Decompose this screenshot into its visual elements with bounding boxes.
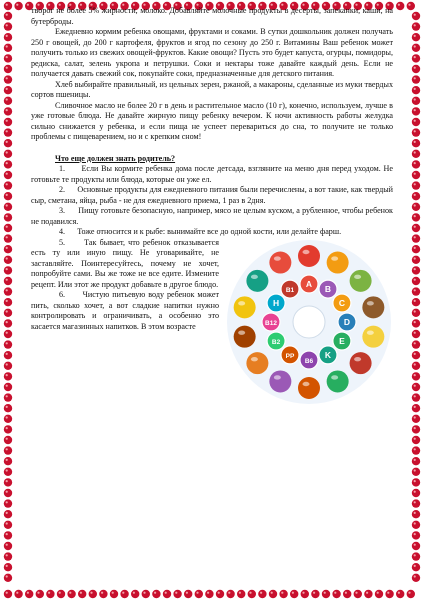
border-berry-highlight bbox=[414, 24, 416, 26]
border-berry bbox=[412, 298, 420, 306]
border-berry bbox=[412, 192, 420, 200]
border-berry-highlight bbox=[6, 24, 8, 26]
border-berry bbox=[4, 245, 12, 253]
border-berry-highlight bbox=[6, 204, 8, 206]
food-highlight bbox=[274, 256, 281, 260]
border-berry bbox=[4, 415, 12, 423]
border-berry-highlight bbox=[6, 491, 8, 493]
border-berry-highlight bbox=[414, 522, 416, 524]
food-icon bbox=[269, 251, 291, 273]
border-berry bbox=[412, 383, 420, 391]
border-berry bbox=[412, 574, 420, 582]
border-berry bbox=[4, 97, 12, 105]
border-berry-highlight bbox=[6, 480, 8, 482]
border-berry bbox=[412, 224, 420, 232]
food-icon bbox=[298, 377, 320, 399]
border-berry-highlight bbox=[6, 279, 8, 281]
border-berry bbox=[4, 574, 12, 582]
border-berry-highlight bbox=[414, 544, 416, 546]
food-highlight bbox=[238, 301, 245, 305]
border-berry-highlight bbox=[6, 544, 8, 546]
border-berry-highlight bbox=[414, 194, 416, 196]
border-berry-highlight bbox=[414, 363, 416, 365]
food-icon bbox=[327, 251, 349, 273]
vitamin-label: B2 bbox=[271, 338, 281, 346]
food-icon bbox=[327, 370, 349, 392]
border-berry bbox=[412, 33, 420, 41]
border-berry bbox=[4, 192, 12, 200]
vitamin-label: K bbox=[324, 349, 332, 360]
border-berry bbox=[4, 372, 12, 380]
border-berry-highlight bbox=[6, 533, 8, 535]
border-berry-highlight bbox=[414, 183, 416, 185]
border-berry bbox=[412, 531, 420, 539]
border-berry bbox=[4, 590, 12, 598]
border-berry-highlight bbox=[414, 120, 416, 122]
border-berry-highlight bbox=[6, 416, 8, 418]
border-berry bbox=[4, 33, 12, 41]
border-berry-highlight bbox=[6, 268, 8, 270]
border-berry-highlight bbox=[6, 592, 8, 594]
border-berry-highlight bbox=[414, 215, 416, 217]
list-item: 1. Если Вы кормите ребенка дома после детсада, взгляните на меню дня перед уходом. Не готовьте те продукты или блюда, которые он уже ел. bbox=[31, 164, 393, 184]
border-berry bbox=[4, 425, 12, 433]
vitamin-label: C bbox=[338, 297, 345, 308]
border-berry bbox=[407, 590, 415, 598]
border-berry-highlight bbox=[6, 385, 8, 387]
border-berry-highlight bbox=[6, 257, 8, 259]
food-icon bbox=[350, 352, 372, 374]
food-highlight bbox=[354, 274, 361, 278]
border-berry bbox=[4, 468, 12, 476]
border-berry bbox=[412, 425, 420, 433]
border-berry-highlight bbox=[6, 45, 8, 47]
border-berry-highlight bbox=[414, 300, 416, 302]
border-berry bbox=[4, 86, 12, 94]
border-berry bbox=[412, 107, 420, 115]
border-berry-highlight bbox=[414, 310, 416, 312]
food-icon bbox=[234, 296, 256, 318]
border-berry-highlight bbox=[414, 565, 416, 567]
border-berry-highlight bbox=[6, 173, 8, 175]
food-highlight bbox=[251, 274, 258, 278]
border-berry bbox=[412, 468, 420, 476]
border-berry bbox=[4, 340, 12, 348]
border-berry-highlight bbox=[414, 385, 416, 387]
border-berry-highlight bbox=[414, 77, 416, 79]
list-item: 6. Чистую питьевую воду ребенок может пить, сколько хочет, а вот сладкие напитки нужно контролировать и ограничивать, а особенно это касается магазинных напитков. В этом возрасте bbox=[31, 290, 219, 331]
border-berry-highlight bbox=[6, 448, 8, 450]
border-berry-highlight bbox=[6, 162, 8, 164]
border-berry-highlight bbox=[6, 226, 8, 228]
border-berry bbox=[412, 118, 420, 126]
border-berry-highlight bbox=[414, 416, 416, 418]
border-berry-highlight bbox=[414, 321, 416, 323]
border-berry bbox=[412, 330, 420, 338]
border-berry-highlight bbox=[6, 554, 8, 556]
border-berry-highlight bbox=[27, 4, 29, 6]
border-berry bbox=[4, 65, 12, 73]
border-berry-highlight bbox=[16, 592, 18, 594]
border-berry-highlight bbox=[16, 4, 18, 6]
border-berry-highlight bbox=[6, 14, 8, 16]
border-berry-highlight bbox=[6, 4, 8, 6]
border-berry bbox=[412, 86, 420, 94]
border-berry-highlight bbox=[6, 300, 8, 302]
border-berry-highlight bbox=[414, 67, 416, 69]
border-berry-highlight bbox=[6, 565, 8, 567]
border-berry bbox=[4, 383, 12, 391]
border-berry-highlight bbox=[414, 88, 416, 90]
border-berry-highlight bbox=[414, 395, 416, 397]
vitamin-wheel-icon bbox=[225, 238, 393, 406]
border-berry bbox=[412, 457, 420, 465]
border-berry-highlight bbox=[414, 268, 416, 270]
border-berry bbox=[4, 457, 12, 465]
border-berry-highlight bbox=[398, 4, 400, 6]
border-berry-highlight bbox=[414, 554, 416, 556]
border-berry-highlight bbox=[414, 130, 416, 132]
border-berry-highlight bbox=[414, 427, 416, 429]
border-berry bbox=[412, 266, 420, 274]
vitamin-label: B6 bbox=[304, 357, 314, 365]
border-berry bbox=[412, 478, 420, 486]
food-highlight bbox=[367, 330, 374, 334]
border-berry-highlight bbox=[414, 35, 416, 37]
border-berry bbox=[412, 97, 420, 105]
food-highlight bbox=[367, 301, 374, 305]
border-berry bbox=[396, 590, 404, 598]
border-berry-highlight bbox=[414, 533, 416, 535]
border-berry bbox=[412, 404, 420, 412]
border-berry-highlight bbox=[414, 14, 416, 16]
border-berry-highlight bbox=[6, 109, 8, 111]
border-berry bbox=[4, 75, 12, 83]
border-berry bbox=[4, 44, 12, 52]
vitamin-label: A bbox=[305, 278, 313, 289]
border-berry-highlight bbox=[6, 67, 8, 69]
border-berry bbox=[412, 234, 420, 242]
border-berry-highlight bbox=[6, 141, 8, 143]
border-berry bbox=[412, 563, 420, 571]
vitamin-label: D bbox=[343, 316, 351, 327]
food-icon bbox=[362, 296, 384, 318]
border-berry-highlight bbox=[6, 215, 8, 217]
float-area bbox=[31, 237, 393, 365]
border-berry bbox=[4, 531, 12, 539]
border-berry bbox=[4, 181, 12, 189]
border-berry-highlight bbox=[6, 374, 8, 376]
food-icon bbox=[362, 325, 384, 347]
border-berry-highlight bbox=[414, 469, 416, 471]
border-berry bbox=[4, 118, 12, 126]
food-highlight bbox=[354, 356, 361, 360]
food-icon bbox=[269, 370, 291, 392]
list-item: 2. Основные продукты для ежедневного питания были перечислены, а вот такие, как твердый сыр, сметана, яйца, рыба - не для ежедневного приема, 1 раз в 2дня. bbox=[31, 185, 393, 205]
border-berry-highlight bbox=[6, 406, 8, 408]
border-berry bbox=[407, 2, 415, 10]
border-berry bbox=[4, 362, 12, 370]
food-highlight bbox=[331, 375, 338, 379]
border-berry bbox=[4, 552, 12, 560]
border-berry bbox=[412, 75, 420, 83]
section-heading: Что еще должен знать родитель? bbox=[55, 153, 176, 163]
border-berry bbox=[412, 340, 420, 348]
border-berry bbox=[4, 150, 12, 158]
border-berry-highlight bbox=[414, 173, 416, 175]
border-berry bbox=[4, 224, 12, 232]
border-berry-highlight bbox=[6, 77, 8, 79]
border-berry-highlight bbox=[414, 257, 416, 259]
border-berry-highlight bbox=[6, 469, 8, 471]
border-berry bbox=[396, 2, 404, 10]
border-berry bbox=[412, 65, 420, 73]
border-berry-highlight bbox=[408, 4, 410, 6]
border-berry-highlight bbox=[414, 109, 416, 111]
border-berry bbox=[412, 393, 420, 401]
border-berry bbox=[4, 436, 12, 444]
border-berry bbox=[412, 309, 420, 317]
border-berry-highlight bbox=[6, 363, 8, 365]
border-berry-highlight bbox=[6, 321, 8, 323]
border-berry bbox=[412, 139, 420, 147]
border-berry-highlight bbox=[6, 236, 8, 238]
paragraph-vegetables: Ежедневно кормим ребенка овощами, фруктами и соками. В сутки дошкольник должен получать 250 г овощей, до 200 г картофеля, фруктов и ягод по сезону до 250 г. Витамины Ваш ребенок может получить только из свежих овощей-фруктов. Какие овощи? Пусть это будет капуста, огурцы, помидоры, редиска, салат, зелень укропа и петрушки. Соки и нектары тоже давайте каждый день. Если не получается давать свежий сок, покупайте соки, предназначенные для детского питания. bbox=[31, 27, 393, 78]
border-berry-highlight bbox=[6, 310, 8, 312]
vitamin-label: B12 bbox=[265, 319, 277, 327]
food-highlight bbox=[238, 330, 245, 334]
border-berry bbox=[412, 362, 420, 370]
border-berry bbox=[4, 521, 12, 529]
border-berry bbox=[412, 171, 420, 179]
border-berry-highlight bbox=[6, 332, 8, 334]
border-berry-highlight bbox=[414, 448, 416, 450]
border-berry bbox=[4, 478, 12, 486]
border-berry-highlight bbox=[414, 98, 416, 100]
food-highlight bbox=[303, 249, 310, 253]
border-berry bbox=[4, 319, 12, 327]
border-berry bbox=[412, 499, 420, 507]
border-berry bbox=[4, 489, 12, 497]
list-item: 5. Так бывает, что ребенок отказывается есть ту или иную пищу. Не уговаривайте, не заставляйте. Поинтересуйтесь, почему не хочет, попробуйте сами. Вы же тоже не все едите. Измените рецепт. Или этот же продукт добавьте в другое блюдо. bbox=[31, 237, 219, 289]
list-item: 3. Пищу готовьте безопасную, например, мясо не целым куском, а рубленное, чтобы ребенок не подавился. bbox=[31, 206, 393, 226]
border-berry-highlight bbox=[414, 162, 416, 164]
border-berry-highlight bbox=[6, 151, 8, 153]
border-berry-highlight bbox=[414, 226, 416, 228]
border-berry-highlight bbox=[414, 236, 416, 238]
border-berry bbox=[4, 107, 12, 115]
food-highlight bbox=[303, 381, 310, 385]
border-berry-highlight bbox=[414, 501, 416, 503]
border-berry bbox=[412, 319, 420, 327]
border-berry-highlight bbox=[414, 480, 416, 482]
border-berry-highlight bbox=[6, 98, 8, 100]
border-berry-highlight bbox=[414, 279, 416, 281]
border-berry bbox=[4, 330, 12, 338]
border-berry-highlight bbox=[414, 45, 416, 47]
border-berry bbox=[4, 256, 12, 264]
border-berry bbox=[412, 436, 420, 444]
border-berry bbox=[4, 266, 12, 274]
border-berry-highlight bbox=[6, 438, 8, 440]
border-berry bbox=[412, 351, 420, 359]
border-berry bbox=[412, 489, 420, 497]
border-berry bbox=[412, 150, 420, 158]
border-berry bbox=[412, 160, 420, 168]
border-berry bbox=[412, 213, 420, 221]
border-berry-highlight bbox=[414, 289, 416, 291]
border-berry-highlight bbox=[6, 88, 8, 90]
border-berry-highlight bbox=[414, 353, 416, 355]
border-berry-highlight bbox=[6, 183, 8, 185]
article bbox=[31, 6, 393, 594]
border-berry bbox=[4, 309, 12, 317]
border-berry bbox=[412, 510, 420, 518]
border-berry-highlight bbox=[6, 247, 8, 249]
border-berry-highlight bbox=[414, 512, 416, 514]
border-berry-highlight bbox=[6, 427, 8, 429]
vitamin-label: E bbox=[339, 335, 345, 346]
vitamin-label: H bbox=[273, 297, 280, 308]
border-berry-highlight bbox=[414, 56, 416, 58]
border-berry bbox=[4, 203, 12, 211]
food-icon bbox=[246, 352, 268, 374]
border-berry bbox=[4, 160, 12, 168]
border-berry bbox=[412, 245, 420, 253]
border-berry bbox=[412, 203, 420, 211]
border-berry-highlight bbox=[414, 575, 416, 577]
border-berry-highlight bbox=[414, 204, 416, 206]
border-berry bbox=[412, 12, 420, 20]
vitamin-label: B1 bbox=[285, 286, 295, 294]
border-berry-highlight bbox=[6, 120, 8, 122]
border-berry bbox=[4, 22, 12, 30]
border-berry bbox=[412, 256, 420, 264]
border-berry bbox=[412, 22, 420, 30]
paragraph-bread: Хлеб выбирайте правильный, из цельных зерен, ржаной, а макароны, сделанные из муки твердых сортов пшеницы. bbox=[31, 79, 393, 99]
border-berry-highlight bbox=[414, 332, 416, 334]
border-berry bbox=[4, 139, 12, 147]
food-highlight bbox=[331, 256, 338, 260]
border-berry bbox=[14, 2, 22, 10]
border-berry bbox=[4, 393, 12, 401]
border-berry bbox=[4, 542, 12, 550]
border-berry-highlight bbox=[6, 130, 8, 132]
border-berry bbox=[412, 181, 420, 189]
border-berry-highlight bbox=[6, 56, 8, 58]
border-berry bbox=[412, 542, 420, 550]
border-berry bbox=[412, 521, 420, 529]
border-berry-highlight bbox=[414, 247, 416, 249]
border-berry-highlight bbox=[414, 342, 416, 344]
border-berry bbox=[412, 446, 420, 454]
food-icon bbox=[246, 269, 268, 291]
border-berry bbox=[4, 499, 12, 507]
border-berry bbox=[4, 2, 12, 10]
border-berry bbox=[4, 54, 12, 62]
food-icon bbox=[350, 269, 372, 291]
border-berry-highlight bbox=[6, 512, 8, 514]
border-berry-highlight bbox=[6, 501, 8, 503]
border-berry bbox=[4, 277, 12, 285]
border-berry-highlight bbox=[6, 35, 8, 37]
vitamin-label: PP bbox=[285, 352, 295, 360]
border-berry bbox=[4, 298, 12, 306]
border-berry bbox=[4, 171, 12, 179]
border-berry bbox=[4, 351, 12, 359]
border-berry-highlight bbox=[414, 374, 416, 376]
border-berry-highlight bbox=[414, 141, 416, 143]
border-berry-highlight bbox=[6, 342, 8, 344]
border-berry-highlight bbox=[414, 406, 416, 408]
border-berry-highlight bbox=[408, 592, 410, 594]
border-berry bbox=[4, 404, 12, 412]
wheel-center bbox=[293, 306, 325, 338]
border-berry-highlight bbox=[414, 438, 416, 440]
border-berry bbox=[4, 563, 12, 571]
border-berry bbox=[412, 415, 420, 423]
border-berry bbox=[4, 446, 12, 454]
border-berry bbox=[412, 372, 420, 380]
border-berry bbox=[4, 12, 12, 20]
border-berry-highlight bbox=[414, 459, 416, 461]
paragraph-intro: творог не более 5% жирности, молоко. Добавляйте молочные продукты в десерты, запеканки, каши, на бутерброды. bbox=[31, 6, 393, 26]
border-berry-highlight bbox=[6, 575, 8, 577]
border-berry bbox=[4, 128, 12, 136]
border-berry-highlight bbox=[6, 522, 8, 524]
border-berry bbox=[412, 54, 420, 62]
border-berry bbox=[4, 213, 12, 221]
food-icon bbox=[298, 245, 320, 267]
border-berry-highlight bbox=[398, 592, 400, 594]
border-berry bbox=[412, 44, 420, 52]
border-berry-highlight bbox=[27, 592, 29, 594]
list-item: 4. Тоже относится и к рыбе: вынимайте все до одной кости, или делайте фарш. bbox=[59, 227, 342, 236]
food-icon bbox=[234, 325, 256, 347]
border-berry-highlight bbox=[6, 194, 8, 196]
border-berry bbox=[4, 287, 12, 295]
border-berry-highlight bbox=[414, 151, 416, 153]
border-berry-highlight bbox=[6, 289, 8, 291]
border-berry-highlight bbox=[6, 459, 8, 461]
border-berry bbox=[4, 234, 12, 242]
border-berry bbox=[14, 590, 22, 598]
border-berry-highlight bbox=[414, 491, 416, 493]
border-berry bbox=[412, 287, 420, 295]
border-berry bbox=[412, 128, 420, 136]
border-berry bbox=[412, 277, 420, 285]
food-highlight bbox=[274, 375, 281, 379]
border-berry-highlight bbox=[6, 395, 8, 397]
food-highlight bbox=[251, 356, 258, 360]
vitamin-label: B bbox=[324, 283, 332, 294]
border-berry bbox=[4, 510, 12, 518]
paragraph-butter: Сливочное масло не более 20 г в день и растительное масло (10 г), конечно, используем, лучше в уже готовые блюда. Не давайте жирную пищу ребенку вечером. К ночи активность работы желудка сильно снижается у ребенка, и если пища не успеет перевариться до сна, то получите не только проблемы с пищеварением, но и с крепким сном! bbox=[31, 100, 393, 141]
border-berry-highlight bbox=[6, 353, 8, 355]
border-berry bbox=[412, 552, 420, 560]
